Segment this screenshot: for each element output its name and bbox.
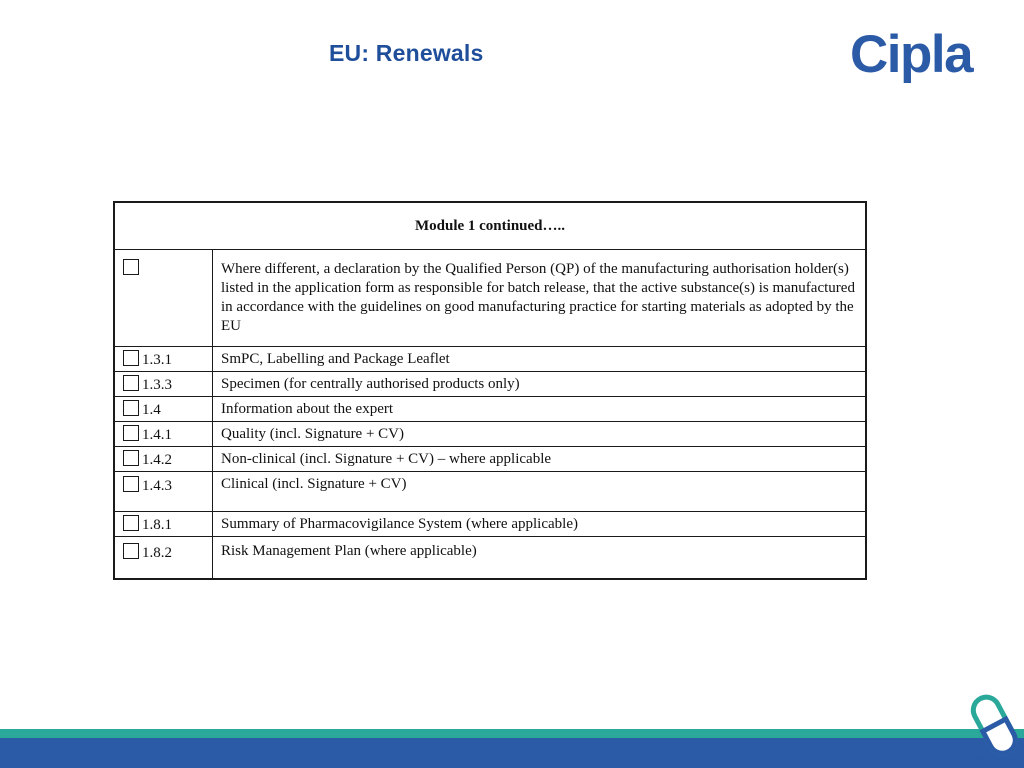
checkbox-icon bbox=[123, 425, 139, 441]
module-1-checklist-table bbox=[113, 201, 867, 580]
row-code-cell bbox=[114, 447, 213, 472]
row-code-cell bbox=[114, 372, 213, 397]
table-row bbox=[114, 422, 866, 447]
checkbox-icon bbox=[123, 350, 139, 366]
slide-title: EU: Renewals bbox=[329, 40, 484, 66]
checkbox-icon bbox=[123, 450, 139, 466]
row-description: Where different, a declaration by the Qualified Person (QP) of the manufacturing authorisation holder(s) listed in the application form as responsible for batch release, that the active substance(s) is manufactured in accordance with the guidelines on good manufacturing practice for starting materials as adopted by the EU bbox=[213, 250, 867, 347]
row-code: 1.3.3 bbox=[142, 376, 172, 393]
row-code: 1.4.2 bbox=[142, 451, 172, 468]
checkbox-icon bbox=[123, 259, 139, 275]
table-row bbox=[114, 512, 866, 537]
checkbox-icon bbox=[123, 543, 139, 559]
row-code-cell bbox=[114, 512, 213, 537]
row-code-cell bbox=[114, 397, 213, 422]
row-code: 1.4 bbox=[142, 401, 161, 418]
table-header-row bbox=[114, 202, 866, 250]
row-code: 1.8.1 bbox=[142, 516, 172, 533]
table-row bbox=[114, 472, 866, 512]
row-code-cell bbox=[114, 347, 213, 372]
row-description: Quality (incl. Signature + CV) bbox=[213, 422, 867, 447]
page-number: 26 bbox=[972, 754, 984, 765]
row-code-cell bbox=[114, 250, 213, 347]
checkbox-icon bbox=[123, 476, 139, 492]
row-description: Summary of Pharmacovigilance System (where applicable) bbox=[213, 512, 867, 537]
row-code-cell bbox=[114, 537, 213, 580]
checkbox-icon bbox=[123, 375, 139, 391]
row-description: Information about the expert bbox=[213, 397, 867, 422]
row-description: Non-clinical (incl. Signature + CV) – where applicable bbox=[213, 447, 867, 472]
table-row bbox=[114, 397, 866, 422]
table-header: Module 1 continued….. bbox=[114, 202, 866, 250]
footer-blue-band bbox=[0, 738, 1024, 768]
row-description: SmPC, Labelling and Package Leaflet bbox=[213, 347, 867, 372]
row-code: 1.4.3 bbox=[142, 478, 172, 494]
table-row bbox=[114, 347, 866, 372]
row-code: 1.4.1 bbox=[142, 426, 172, 443]
row-description: Specimen (for centrally authorised products only) bbox=[213, 372, 867, 397]
checkbox-icon bbox=[123, 515, 139, 531]
table-row bbox=[114, 537, 866, 580]
row-code: 1.3.1 bbox=[142, 351, 172, 368]
table-row bbox=[114, 447, 866, 472]
table-row bbox=[114, 250, 866, 347]
checkbox-icon bbox=[123, 400, 139, 416]
row-description: Clinical (incl. Signature + CV) bbox=[213, 472, 867, 512]
footer-teal-band bbox=[0, 729, 1024, 738]
row-code: 1.8.2 bbox=[142, 545, 172, 561]
row-code-cell bbox=[114, 422, 213, 447]
cipla-logo: Cipla bbox=[850, 25, 973, 84]
row-description: Risk Management Plan (where applicable) bbox=[213, 537, 867, 580]
row-code-cell bbox=[114, 472, 213, 512]
table-row bbox=[114, 372, 866, 397]
